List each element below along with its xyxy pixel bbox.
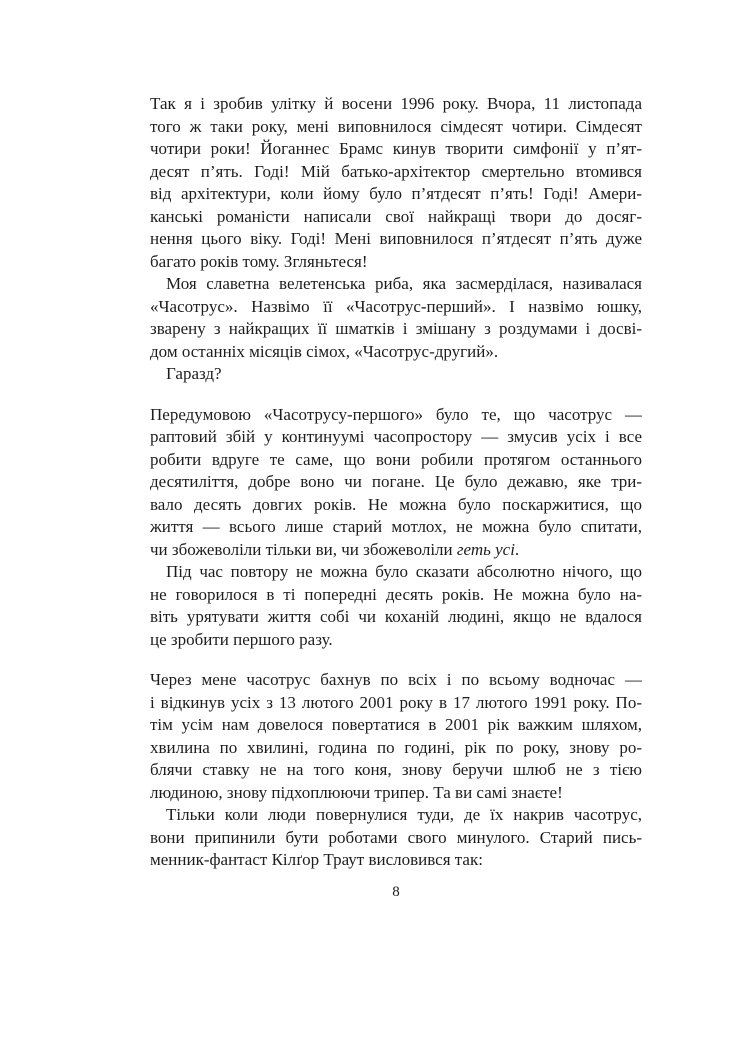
text-line: і відкинув усіх з 13 лютого 2001 року в 17 лютого 1991 року. По- bbox=[150, 692, 642, 712]
text-line: нення цього віку. Годі! Мені виповнилося п’ятдесят п’ять дуже bbox=[150, 229, 642, 248]
body-text-block bbox=[150, 93, 642, 872]
text-line: віть урятувати життя собі чи коханій людині, якщо не вдалося bbox=[150, 607, 642, 626]
text-line: Через мене часотрус бахнув по всіх і по всьому водночас — bbox=[150, 670, 642, 689]
paragraph bbox=[150, 273, 642, 363]
text-line: раптовий збій у континуумі часопростору — змусив усіх і все bbox=[150, 427, 642, 446]
text-line: вони припинили бути роботами свого минулого. Старий пись- bbox=[150, 827, 642, 847]
text-line: життя — всього лише старий мотлох, не можна було спитати, bbox=[150, 517, 642, 536]
text-line: того ж таки року, мені виповнилося сімдесят чотири. Сімдесят bbox=[150, 116, 642, 136]
text-line: десят п’ять. Годі! Мій батько-архітектор смертельно втомився bbox=[150, 161, 642, 181]
text-line: Під час повтору не можна було сказати абсолютно нічого, що bbox=[166, 562, 642, 581]
text-line: Гаразд? bbox=[166, 364, 222, 383]
text-line: чотири роки! Йоганнес Брамс кинув творити симфонії у п’ят- bbox=[150, 139, 642, 158]
text-line: вало десять довгих років. Не можна було поскаржитися, що bbox=[150, 494, 642, 514]
text-line: робити вдруге те саме, що вони робили протягом останнього bbox=[150, 449, 642, 469]
text-line: тім усім нам довелося повертатися в 2001 рік важким шляхом, bbox=[150, 715, 642, 734]
text-line: багато років тому. Згляньтеся! bbox=[150, 251, 368, 271]
text-line: чи збожеволіли тільки ви, чи збожеволіли геть усі. bbox=[150, 539, 520, 559]
text-line: «Часотрус». Назвімо її «Часотрус-перший». І назвімо юшку, bbox=[150, 296, 642, 316]
text-line: десятиліття, добре воно чи погане. Це було дежавю, яке три- bbox=[150, 472, 642, 491]
text-line: від архітектури, коли йому було п’ятдесят п’ять! Годі! Амери- bbox=[150, 184, 642, 203]
text-line: Моя славетна велетенська риба, яка засмерділася, називалася bbox=[166, 274, 642, 293]
paragraph bbox=[150, 804, 642, 872]
text-line: дом останніх місяців сімох, «Часотрус-другий». bbox=[150, 341, 499, 361]
text-line: Так я і зробив улітку й восени 1996 року. Вчора, 11 листопада bbox=[150, 94, 642, 113]
text-line: Передумовою «Часотрусу-першого» було те, що часотрус — bbox=[150, 404, 642, 424]
paragraph bbox=[150, 93, 642, 273]
page-number: 8 bbox=[392, 884, 400, 900]
text-line: канські романісти написали свої найкращі твори до досяг- bbox=[150, 206, 642, 226]
paragraph bbox=[150, 669, 642, 804]
text-line: не говорилося в ті попередні десять років. Не можна було на- bbox=[150, 584, 642, 604]
text-line: Тільки коли люди повернулися туди, де їх накрив часотрус, bbox=[166, 805, 642, 824]
text-line: блячи ставку не на того коня, знову беручи шлюб не з тією bbox=[150, 760, 642, 779]
text-line: зварену з найкращих її шматків і змішану з роздумами і досві- bbox=[150, 319, 642, 338]
paragraph bbox=[150, 404, 642, 562]
text-line: людиною, знову підхоплюючи трипер. Та ви самі знаєте! bbox=[150, 782, 563, 802]
paragraph bbox=[150, 561, 642, 651]
text-line: хвилина по хвилині, година по годині, рік по року, знову ро- bbox=[150, 737, 642, 757]
text-line: це зробити першого разу. bbox=[150, 629, 333, 649]
text-line: менник-фантаст Кілґор Траут висловився так: bbox=[150, 850, 483, 869]
paragraph bbox=[150, 363, 642, 386]
